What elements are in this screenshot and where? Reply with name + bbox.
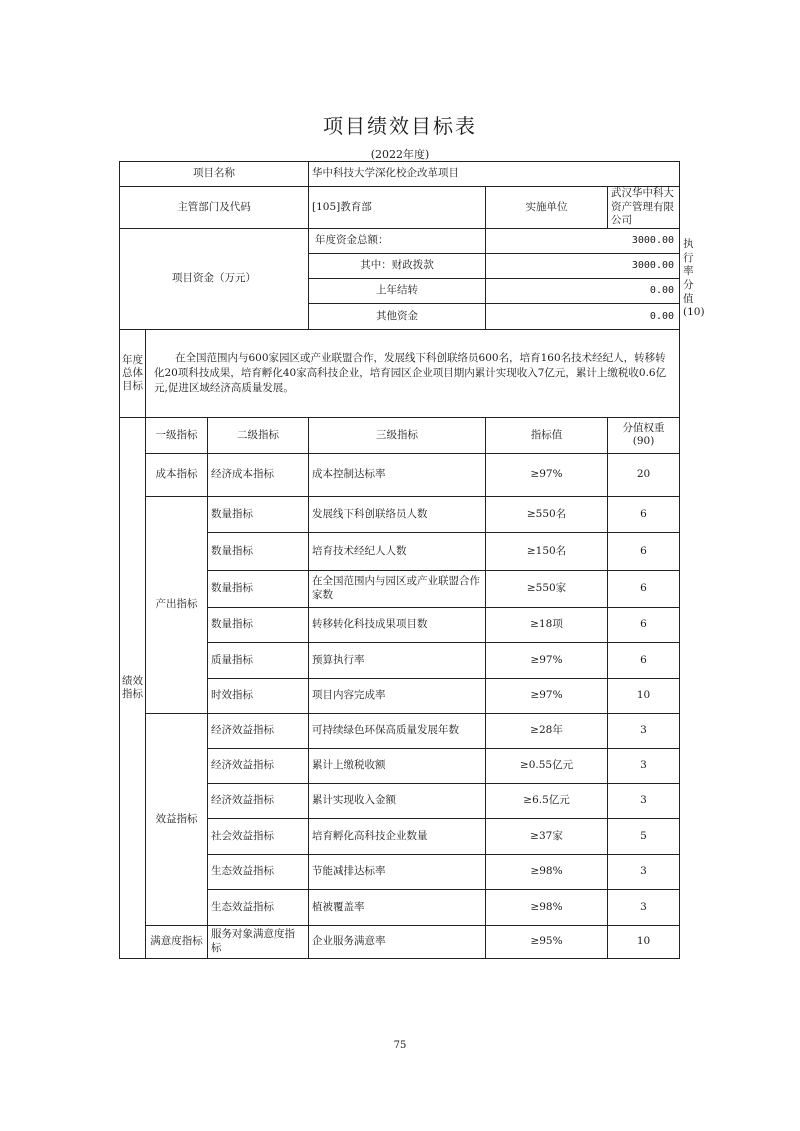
- level3-indicator: 在全国范围内与园区或产业联盟合作家数: [309, 570, 486, 607]
- indicator-value: ≥37家: [486, 818, 608, 854]
- group-benefit: 效益指标: [146, 713, 208, 925]
- indicator-value: ≥550家: [486, 570, 608, 607]
- level2-indicator: 经济成本指标: [208, 453, 309, 496]
- funds-total-label: 年度资金总额：: [309, 228, 486, 253]
- level3-indicator: 累计实现收入金额: [309, 783, 486, 818]
- level3-indicator: 可持续绿色环保高质量发展年数: [309, 713, 486, 748]
- funds-fiscal-value: 3000.00: [486, 253, 680, 278]
- funds-total-row: 项目资金（万元） 年度资金总额： 3000.00 执行率分值 (10): [120, 228, 680, 253]
- level2-indicator: 生态效益指标: [208, 854, 309, 889]
- level3-indicator: 植被覆盖率: [309, 889, 486, 925]
- annual-goal-label: [120, 329, 146, 417]
- header-level3: 三级指标: [309, 417, 486, 453]
- funds-other-label: 其他资金: [309, 303, 486, 329]
- annual-goal-text: 在全国范围内与600家园区或产业联盟合作，发展线下科创联络员600名，培育160名技术经纪人，转移转化20项科技成果，培育孵化40家高科技企业，培育园区企业项目期内累计实现收入7亿元，累计上缴税收0.6亿元,促进区域经济高质量发展。: [146, 329, 680, 417]
- level2-indicator: 数量指标: [208, 532, 309, 570]
- level2-indicator: 服务对象满意度指标: [208, 925, 309, 958]
- level2-indicator: 时效指标: [208, 678, 309, 713]
- indicator-value: ≥98%: [486, 889, 608, 925]
- table-row: [120, 713, 680, 748]
- indicator-weight: 6: [608, 642, 680, 678]
- indicator-value: ≥97%: [486, 678, 608, 713]
- indicator-value: ≥550名: [486, 496, 608, 532]
- implementing-unit-value: 武汉华中科大资产管理有限公司: [608, 187, 680, 229]
- level3-indicator: 预算执行率: [309, 642, 486, 678]
- annual-goal-label-line3: 目标: [122, 379, 143, 392]
- group-cost: 成本指标: [146, 453, 208, 496]
- indicator-weight: 10: [608, 678, 680, 713]
- indicator-weight: 3: [608, 854, 680, 889]
- project-name-label: 项目名称: [120, 162, 309, 187]
- funds-fiscal-label: 其中：财政拨款: [309, 253, 486, 278]
- funds-carry-label: 上年结转: [309, 278, 486, 303]
- table-row: [120, 496, 680, 532]
- annual-goal-label-line1: 年度: [122, 353, 143, 366]
- project-name-value: 华中科技大学深化校企改革项目: [309, 162, 680, 187]
- header-weight-total: (90): [632, 435, 655, 448]
- indicator-value: ≥150名: [486, 532, 608, 570]
- level2-indicator: 经济效益指标: [208, 783, 309, 818]
- level2-indicator: 经济效益指标: [208, 713, 309, 748]
- page-subtitle-year: (2022年度): [370, 148, 430, 161]
- indicators-side-label-line2: 指标: [122, 687, 143, 700]
- level3-indicator: 培育孵化高科技企业数量: [309, 818, 486, 854]
- indicator-weight: 10: [608, 925, 680, 958]
- level2-indicator: 数量指标: [208, 496, 309, 532]
- table-row: [120, 925, 680, 958]
- level2-indicator: 数量指标: [208, 570, 309, 607]
- indicator-weight: 3: [608, 889, 680, 925]
- indicators-side-label: [120, 417, 146, 958]
- department-label: 主管部门及代码: [120, 187, 309, 229]
- funds-carry-value: 0.00: [486, 278, 680, 303]
- header-value: 指标值: [486, 417, 608, 453]
- funds-other-value: 0.00: [486, 303, 680, 329]
- indicators-side-label-line1: 绩效: [122, 674, 143, 687]
- level3-indicator: 转移转化科技成果项目数: [309, 607, 486, 642]
- indicator-value: ≥0.55亿元: [486, 748, 608, 783]
- indicator-value: ≥6.5亿元: [486, 783, 608, 818]
- level3-indicator: 培育技术经纪人人数: [309, 532, 486, 570]
- level3-indicator: 项目内容完成率: [309, 678, 486, 713]
- annual-goal-label-line2: 总体: [122, 366, 143, 379]
- project-name-row: [120, 162, 680, 187]
- level2-indicator: 社会效益指标: [208, 818, 309, 854]
- indicator-value: ≥28年: [486, 713, 608, 748]
- indicator-value: ≥98%: [486, 854, 608, 889]
- indicator-value: ≥95%: [486, 925, 608, 958]
- indicator-value: ≥18项: [486, 607, 608, 642]
- department-row: [120, 187, 680, 229]
- indicator-weight: 20: [608, 453, 680, 496]
- funds-label: 项目资金（万元）: [120, 228, 309, 329]
- level2-indicator: 数量指标: [208, 607, 309, 642]
- level3-indicator: 企业服务满意率: [309, 925, 486, 958]
- table-row: [120, 453, 680, 496]
- implementing-unit-label: 实施单位: [486, 187, 608, 229]
- level2-indicator: 经济效益指标: [208, 748, 309, 783]
- header-weight: [608, 417, 680, 453]
- header-weight-label: 分值权重: [622, 421, 665, 434]
- indicators-header-row: [120, 417, 680, 453]
- annual-goal-row: [120, 329, 680, 417]
- level3-indicator: 节能减排达标率: [309, 854, 486, 889]
- indicator-weight: 6: [608, 532, 680, 570]
- level3-indicator: 累计上缴税收额: [309, 748, 486, 783]
- indicator-weight: 3: [608, 713, 680, 748]
- header-level2: 二级指标: [208, 417, 309, 453]
- group-output: 产出指标: [146, 496, 208, 713]
- indicator-weight: 5: [608, 818, 680, 854]
- page-number: 75: [393, 1040, 407, 1051]
- indicator-value: ≥97%: [486, 453, 608, 496]
- funds-total-value: 3000.00: [486, 228, 680, 253]
- page-title: 项目绩效目标表: [323, 114, 477, 138]
- performance-table: [119, 161, 705, 959]
- level2-indicator: 质量指标: [208, 642, 309, 678]
- indicator-weight: 3: [608, 783, 680, 818]
- indicator-value: ≥97%: [486, 642, 608, 678]
- level3-indicator: 成本控制达标率: [309, 453, 486, 496]
- indicator-weight: 6: [608, 496, 680, 532]
- indicator-weight: 3: [608, 748, 680, 783]
- group-satisfaction: 满意度指标: [146, 925, 208, 958]
- department-value: [105]教育部: [309, 187, 486, 229]
- header-level1: 一级指标: [146, 417, 208, 453]
- level3-indicator: 发展线下科创联络员人数: [309, 496, 486, 532]
- indicator-weight: 6: [608, 570, 680, 607]
- indicator-weight: 6: [608, 607, 680, 642]
- level2-indicator: 生态效益指标: [208, 889, 309, 925]
